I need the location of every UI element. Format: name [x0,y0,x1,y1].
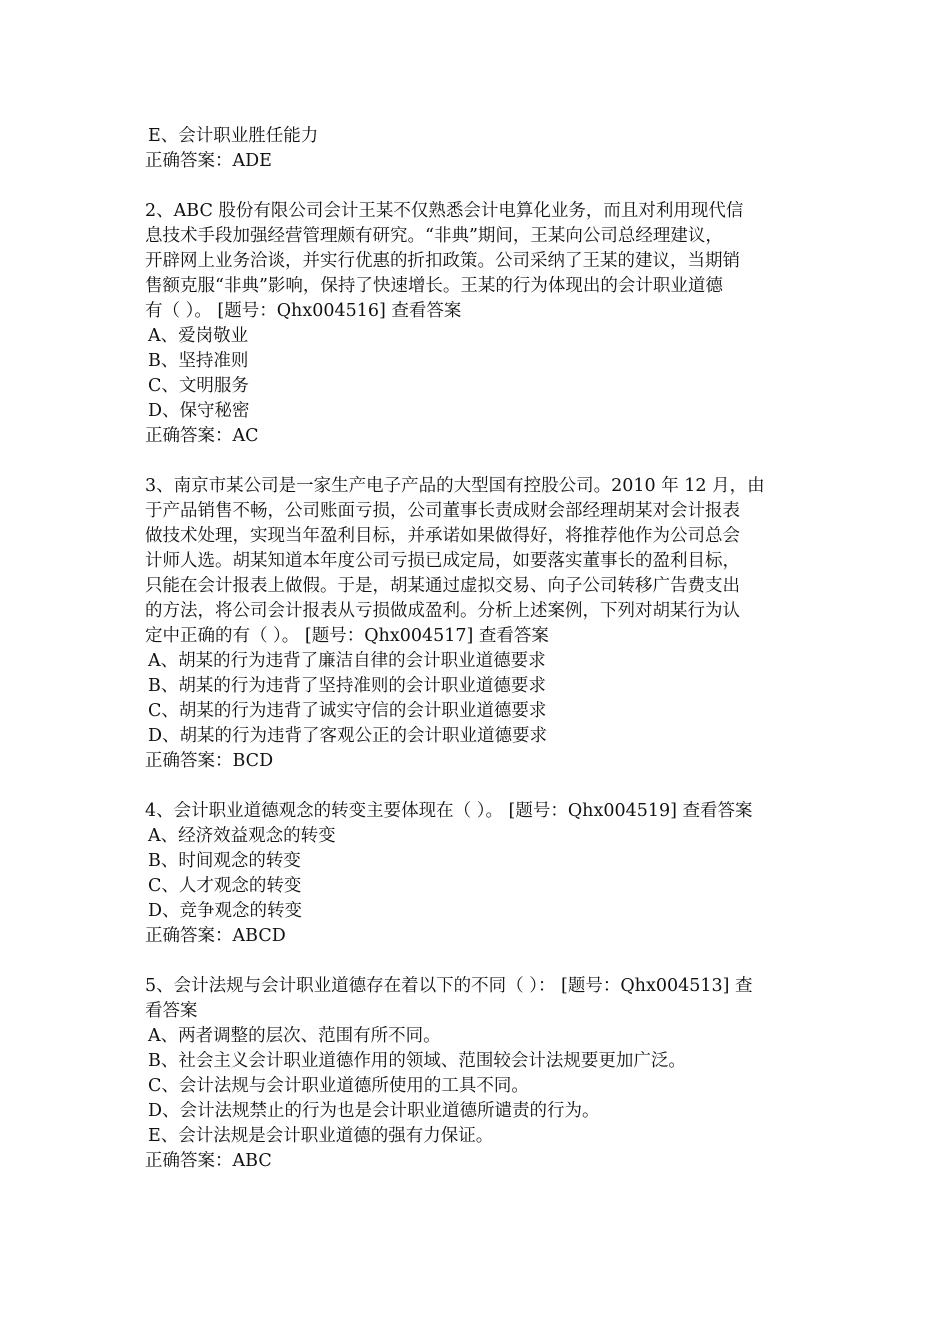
question-2 [145,199,810,449]
question-stem-line: 开辟网上业务洽谈，并实行优惠的折扣政策。公司采纳了王某的建议，当期销 [145,251,740,271]
option-b: B、社会主义会计职业道德作用的领域、范围较会计法规要更加广泛。 [148,1051,686,1071]
option-b: B、坚持准则 [148,351,249,371]
option-d: D、竞争观念的转变 [148,901,303,921]
question-stem-line: 做技术处理，实现当年盈利目标，并承诺如果做得好，将推荐他作为公司总会 [145,526,740,546]
question-stem-line: 计师人选。胡某知道本年度公司亏损已成定局，如要落实董事长的盈利目标， [145,551,740,571]
option-c: C、会计法规与会计职业道德所使用的工具不同。 [148,1076,529,1096]
question-stem-line: 的方法，将公司会计报表从亏损做成盈利。分析上述案例，下列对胡某行为认 [145,601,740,621]
question-4 [145,799,810,949]
option-e: E、会计法规是会计职业道德的强有力保证。 [148,1126,494,1146]
question-stem-line: 售额克服“非典”影响，保持了快速增长。王某的行为体现出的会计职业道德 [145,276,723,296]
question-stem-line: 4、会计职业道德观念的转变主要体现在（ ）。 [题号：Qhx004519] 查看答案 [145,801,753,821]
option-e: E、会计职业胜任能力 [148,126,319,146]
correct-answer: 正确答案：ABC [145,1151,272,1171]
spacer [145,174,810,199]
option-a: A、爱岗敬业 [148,326,249,346]
option-b: B、时间观念的转变 [148,851,301,871]
option-d: D、胡某的行为违背了客观公正的会计职业道德要求 [148,726,548,746]
correct-answer: 正确答案：ABCD [145,926,286,946]
correct-answer: 正确答案：BCD [145,751,274,771]
option-a: A、经济效益观念的转变 [148,826,336,846]
option-c: C、文明服务 [148,376,249,396]
question-3 [145,474,810,774]
correct-answer: 正确答案：ADE [145,151,272,171]
option-c: C、人才观念的转变 [148,876,302,896]
option-b: B、胡某的行为违背了坚持准则的会计职业道德要求 [148,676,546,696]
question-stem-line: 息技术手段加强经营管理颇有研究。“非典”期间，王某向公司总经理建议， [145,226,723,246]
option-d: D、保守秘密 [148,401,250,421]
correct-answer: 正确答案：AC [145,426,259,446]
document-page [145,124,810,1174]
question-stem-line: 3、南京市某公司是一家生产电子产品的大型国有控股公司。2010 年 12 月，由 [145,476,765,496]
option-a: A、胡某的行为违背了廉洁自律的会计职业道德要求 [148,651,546,671]
option-c: C、胡某的行为违背了诚实守信的会计职业道德要求 [148,701,547,721]
question-stem-line: 看答案 [145,1001,198,1021]
option-a: A、两者调整的层次、范围有所不同。 [148,1026,441,1046]
spacer [145,449,810,474]
spacer [145,774,810,799]
spacer [145,949,810,974]
question-stem-line: 2、ABC 股份有限公司会计王某不仅熟悉会计电算化业务，而且对利用现代信 [145,201,744,221]
question-stem-line: 5、会计法规与会计职业道德存在着以下的不同（ ）： [题号：Qhx004513] 查 [145,976,753,996]
question-stem-line: 有（ ）。 [题号：Qhx004516] 查看答案 [145,301,462,321]
option-d: D、会计法规禁止的行为也是会计职业道德所谴责的行为。 [148,1101,600,1121]
question-stem-line: 于产品销售不畅，公司账面亏损，公司董事长责成财会部经理胡某对会计报表 [145,501,740,521]
question-stem-line: 只能在会计报表上做假。于是，胡某通过虚拟交易、向子公司转移广告费支出 [145,576,740,596]
question-stem-line: 定中正确的有（ ）。 [题号：Qhx004517] 查看答案 [145,626,549,646]
question-5 [145,974,810,1174]
